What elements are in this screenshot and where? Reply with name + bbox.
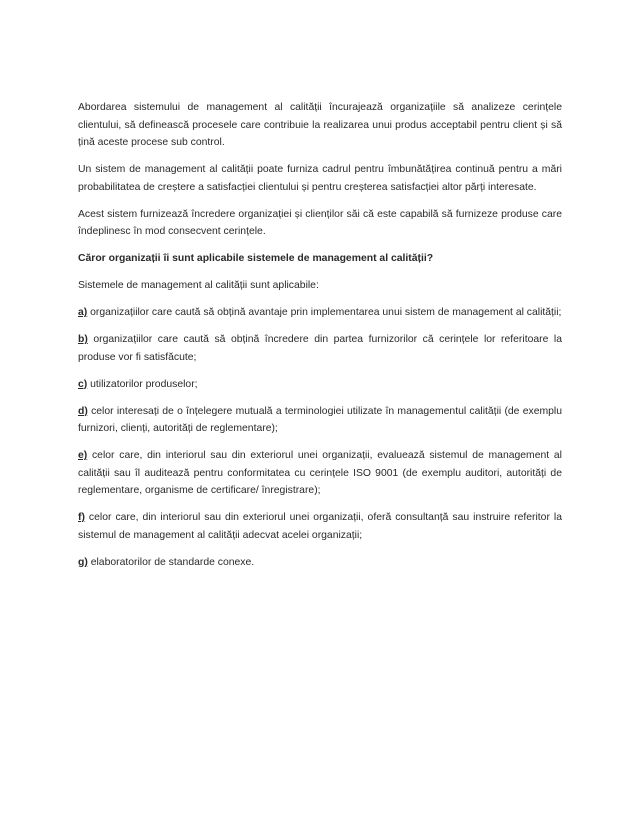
list-item-d bbox=[78, 403, 562, 438]
section-heading: Căror organizații îi sunt aplicabile sistemele de management al calității? bbox=[78, 253, 434, 264]
list-item-e bbox=[78, 447, 562, 500]
list-item-text: utilizatorilor produselor; bbox=[87, 378, 198, 390]
list-item-c bbox=[78, 376, 562, 394]
list-item-label: e) bbox=[78, 450, 88, 461]
list-item-label: d) bbox=[78, 405, 88, 417]
list-item-text: elaboratorilor de standarde conexe. bbox=[87, 556, 255, 568]
list-item-b bbox=[78, 331, 562, 366]
paragraph-approach: Abordarea sistemului de management al calității încurajează organizațiile să analizeze cerințele clientului, să definească procesele care contribuie la realizarea unui produs acceptabil pentru client și să țină aceste procese sub control. bbox=[78, 102, 562, 148]
document-page bbox=[78, 99, 562, 581]
list-item-f bbox=[78, 509, 562, 544]
list-item-text: organizațiilor care caută să obțină avantaje prin implementarea unui sistem de management al calității; bbox=[87, 307, 562, 318]
list-item-a bbox=[78, 304, 562, 322]
list-item-text: celor interesați de o înțelegere mutuală a terminologiei utilizate în managementul calității (de exemplu furnizori, clienți, autorități de reglementare); bbox=[78, 405, 562, 434]
list-item-g bbox=[78, 554, 562, 572]
list-item-label: b) bbox=[78, 334, 88, 345]
list-item-text: organizațiilor care caută să obțină încredere din partea furnizorilor că cerințele lor referitoare la produse vor fi satisfăcute; bbox=[78, 334, 562, 363]
list-item-label: a) bbox=[78, 307, 88, 318]
paragraph-framework: Un sistem de management al calității poate furniza cadrul pentru îmbunătățirea continuă pentru a mări probabilitatea de creștere a satisfacției clientului și pentru creșterea satisfacției altor părți interesate. bbox=[78, 164, 562, 193]
list-intro: Sistemele de management al calității sunt aplicabile: bbox=[78, 280, 319, 291]
list-item-label: c) bbox=[78, 378, 88, 390]
list-item-text: celor care, din interiorul sau din exteriorul unei organizații, oferă consultanță sau instruire referitor la sistemul de management al calității adecvat acelei organizații; bbox=[78, 512, 562, 541]
list-item-text: celor care, din interiorul sau din exteriorul unei organizații, evaluează sistemul de management al calității sau îl auditează pentru conformitatea cu cerințele ISO 9001 (de exemplu auditori, autorități de reglementare, organisme de certificare/ înregistrare); bbox=[78, 450, 562, 496]
paragraph-confidence: Acest sistem furnizează încredere organizației și clienților săi că este capabilă să furnizeze produse care îndeplinesc în mod consecvent cerințele. bbox=[78, 208, 562, 237]
list-item-label: g) bbox=[78, 556, 88, 568]
list-item-label: f) bbox=[78, 512, 85, 523]
